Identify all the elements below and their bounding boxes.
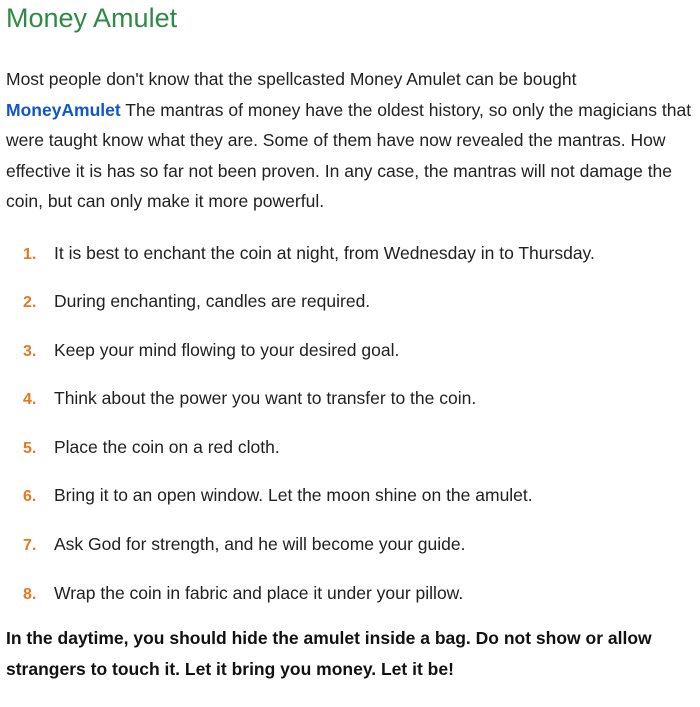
list-item	[6, 435, 694, 484]
step-number: 1.	[23, 245, 37, 263]
step-number: 3.	[23, 342, 37, 360]
step-text: Ask God for strength, and he will become your guide.	[54, 534, 466, 555]
money-amulet-link[interactable]: MoneyAmulet	[6, 99, 121, 120]
step-number: 4.	[23, 391, 37, 409]
intro-text-after: The mantras of money have the oldest history, so only the magicians that were taught know what they are. Some of them have now revealed the mantras. How effective it is has so far not been proven. In any case, the mantras will not damage the coin, but can only make it more powerful.	[6, 99, 692, 211]
steps-list	[6, 241, 694, 630]
step-text: During enchanting, candles are required.	[54, 291, 371, 312]
step-text: Bring it to an open window. Let the moon shine on the amulet.	[54, 485, 533, 506]
step-text: It is best to enchant the coin at night, from Wednesday in to Thursday.	[54, 242, 595, 263]
step-number: 6.	[23, 488, 37, 506]
step-text: Think about the power you want to transfer to the coin.	[54, 388, 477, 409]
list-item	[6, 289, 694, 338]
step-number: 7.	[23, 537, 37, 555]
step-number: 8.	[23, 585, 37, 603]
step-number: 2.	[23, 294, 37, 312]
list-item	[6, 338, 694, 387]
step-text: Wrap the coin in fabric and place it under your pillow.	[54, 582, 464, 603]
list-item	[6, 532, 694, 581]
intro-text-before: Most people don't know that the spellcasted Money Amulet can be bought	[6, 69, 577, 89]
closing-paragraph: In the daytime, you should hide the amulet inside a bag. Do not show or allow strangers to touch it. Let it bring you money. Let it be!	[6, 628, 652, 680]
page-title: Money Amulet	[6, 3, 178, 33]
list-item	[6, 386, 694, 435]
step-text: Keep your mind flowing to your desired goal.	[54, 339, 400, 360]
list-item	[6, 483, 694, 532]
list-item	[6, 581, 694, 630]
step-text: Place the coin on a red cloth.	[54, 436, 280, 457]
list-item	[6, 241, 694, 290]
intro-paragraph	[6, 64, 694, 217]
step-number: 5.	[23, 439, 37, 457]
